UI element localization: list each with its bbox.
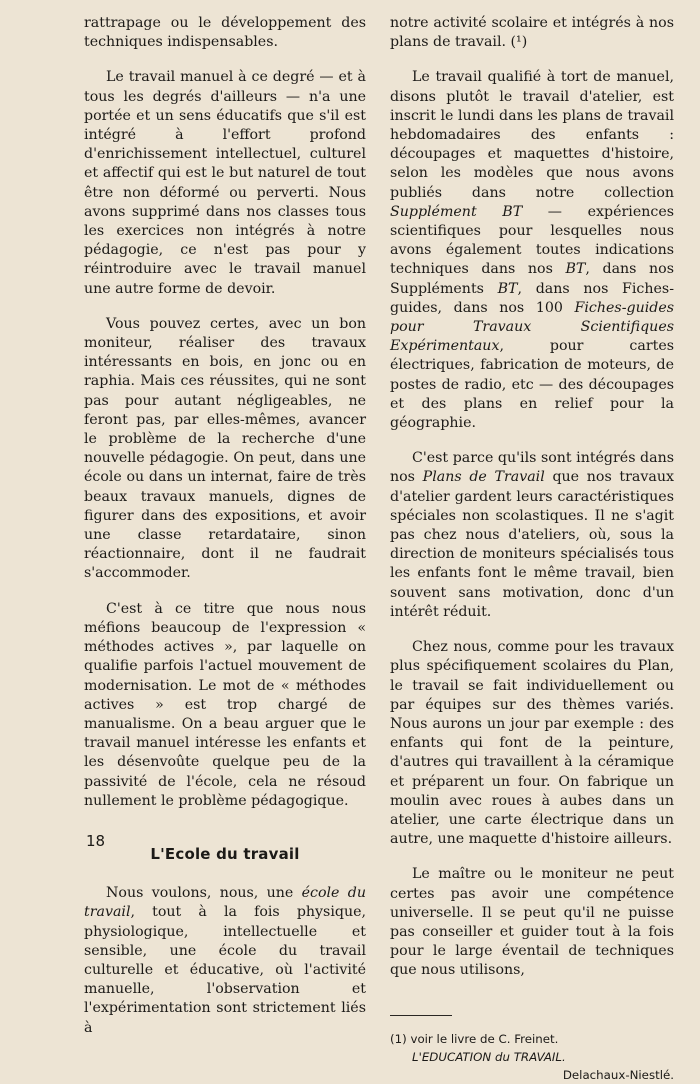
- paragraph: [390, 449, 674, 622]
- footnote-reference: (1) voir le livre de C. Freinet.: [390, 1031, 559, 1046]
- emphasis-text: Fiches-guides pour Travaux Scientifiques Expérimentaux: [390, 299, 674, 355]
- page-number: 18: [86, 832, 106, 850]
- emphasis-text: Supplément BT: [390, 203, 523, 220]
- text-run: , dans nos Suppléments: [390, 261, 675, 297]
- paragraph: [84, 884, 366, 1038]
- paragraph: C'est à ce titre que nous nous méfions beaucoup de l'expression « méthodes actives », par laquelle on qualifie parfois l'actuel mouvement de modernisation. Le mot de « méthodes actives » est trop chargé de manualisme. On a beau arguer que le travail manuel intéresse les enfants et les désenvoûte quelque peu de la passivité de l'école, cela ne résoud nullement le problème pédagogique.: [84, 600, 366, 809]
- emphasis-text: BT: [565, 261, 586, 278]
- text-run: , pour cartes électriques, fabrication de moteurs, de postes de radio, etc — des découpages et des plans en relief pour la géographie.: [390, 338, 674, 432]
- emphasis-text: BT: [497, 280, 518, 297]
- left-column: [84, 14, 366, 1038]
- emphasis-text: Plans de Travail: [422, 469, 545, 486]
- text-run: que nos travaux d'atelier gardent leurs caractéristiques spéciales non scolastiques. Il ne s'agit pas chez nous d'ateliers, où, sous la direction de moniteurs spécialisés tous les enfants font le même travail, bien souvent sans motivation, donc d'un intérêt réduit.: [390, 469, 674, 620]
- footnote-divider: [390, 1015, 452, 1016]
- footnote-book-title: L'EDUCATION du TRAVAIL.: [412, 1049, 566, 1064]
- text-run: — expériences scientifiques pour lesquelles nous avons également toutes indications techniques dans nos: [390, 203, 674, 278]
- paragraph: Vous pouvez certes, avec un bon moniteur, réaliser des travaux intéressants en bois, en jonc ou en raphia. Mais ces réussites, qui ne sont pas pour autant négligeables, ne feront pas, par elles-mêmes, avancer le problème de la recherche d'une nouvelle pédagogie. On peut, dans une école ou dans un internat, faire de très beaux travaux manuels, dignes de figurer dans des expositions, et avoir une classe retardataire, sinon réactionnaire, dont il ne faudrait s'accommoder.: [84, 315, 366, 582]
- right-column: [390, 14, 674, 1084]
- text-run: , tout à la fois physique, physiologique, intellectuelle et sensible, une école du travail culturelle et éducative, où l'activité manuelle, l'observation et l'expérimentation sont strictement liés à: [84, 904, 366, 1036]
- text-run: , dans nos Fiches-guides, dans nos 100: [390, 280, 674, 316]
- footnote: [390, 1030, 674, 1084]
- paragraph: Le travail manuel à ce degré — et à tous les degrés d'ailleurs — n'a une portée et un sens éducatifs que s'il est intégré à l'effort profond d'enrichissement intellectuel, culturel et affectif qui est le but naturel de tout être non déformé ou perverti. Nous avons supprimé dans nos classes tous les exercices non intégrés à notre pédagogie, ce n'est pas pour y réintroduire avec le travail manuel une autre forme de devoir.: [84, 69, 366, 297]
- text-run: Le travail qualifié à tort de manuel, disons plutôt le travail d'atelier, est inscrit le lundi dans les plans de travail hebdomadaires des enfants : découpages et maquettes d'histoire, selon les modèles que nous avons publiés dans notre collection: [390, 69, 674, 201]
- paragraph: Le maître ou le moniteur ne peut certes pas avoir une compétence universelle. Il se peut qu'il ne puisse pas conseiller et guider tout à la fois pour le large éventail de techniques que nous utilisons,: [390, 866, 674, 979]
- text-run: C'est parce qu'ils sont intégrés dans nos: [390, 450, 674, 486]
- paragraph: [390, 68, 674, 433]
- text-run: Nous voulons, nous, une: [106, 885, 302, 902]
- paragraph: rattrapage ou le développement des techniques indispensables.: [84, 15, 366, 51]
- paragraph: Chez nous, comme pour les travaux plus spécifiquement scolaires du Plan, le travail se fait individuellement ou par équipes sur des thèmes variés. Nous aurons un jour par exemple : des enfants qui font de la peinture, d'autres qui travaillent à la céramique et préparent un four. On fabrique un moulin avec roues à aubes dans un atelier, une carte électrique dans un autre, une maquette d'histoire ailleurs.: [390, 639, 674, 848]
- section-heading: L'Ecole du travail: [150, 844, 300, 863]
- emphasis-text: école du travail: [84, 885, 366, 921]
- footnote-publisher: Delachaux-Niestlé.: [562, 1067, 674, 1082]
- paragraph: notre activité scolaire et intégrés à nos plans de travail. (¹): [390, 15, 674, 51]
